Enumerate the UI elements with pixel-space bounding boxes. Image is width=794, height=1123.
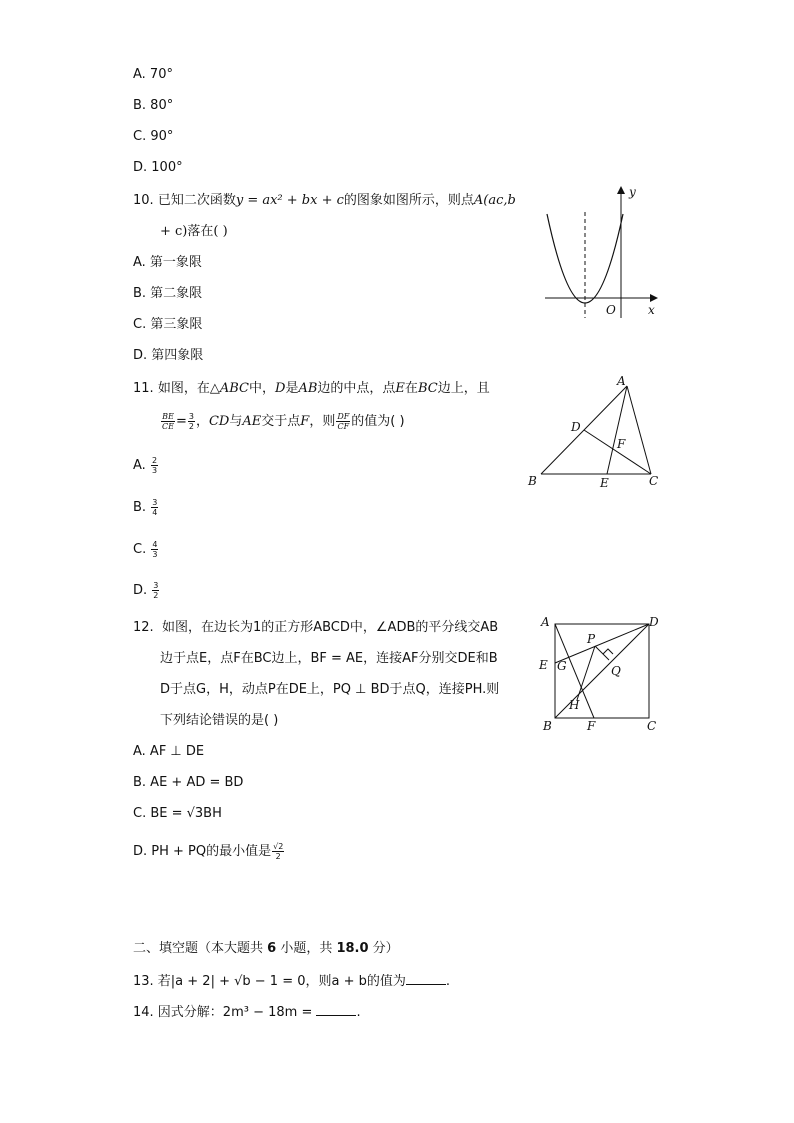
label-q: Q <box>611 664 621 678</box>
q12-option-d: D. PH + PQ的最小值是 $\frac{√2}{2}$ <box>133 842 284 861</box>
q13-answer-blank[interactable] <box>406 972 446 985</box>
q11-option-d: D. $\frac{3}{2}$ <box>133 581 159 600</box>
q12-option-c: C. BE = √3BH <box>133 806 222 821</box>
label-g: G <box>557 659 567 673</box>
q12-number: 12. <box>133 620 154 635</box>
q10-option-b: B. 第二象限 <box>133 286 203 301</box>
label-e: E <box>600 476 609 490</box>
q12-text: 如图，在边长为1的正方形ABCD中，∠ADB的平分线交AB <box>161 620 499 635</box>
q10-expression: y = ax² + bx + c <box>235 193 344 208</box>
q11-text: 如图，在 <box>157 381 210 396</box>
q11-option-c: C. $\frac{4}{3}$ <box>133 540 158 559</box>
right-angle-mark <box>603 649 613 654</box>
label-c: C <box>649 474 659 488</box>
q12-stem-line3: D于点G，H，动点P在DE上，PQ ⊥ BD于点Q，连接PH.则 <box>160 682 500 697</box>
q12-stem-line4: 下列结论错误的是( ) <box>160 713 279 728</box>
q14-stem: 14. 因式分解：2m³ − 18m = . <box>133 1005 361 1020</box>
q11-stem-line1 <box>133 380 490 398</box>
x-axis-arrow <box>650 294 658 302</box>
q11-fraction-3-2: $\frac{3}{2}$ <box>188 412 194 431</box>
label-c: C <box>647 719 657 733</box>
label-origin: O <box>606 303 616 317</box>
label-b: B <box>528 474 537 488</box>
label-f: F <box>617 437 626 451</box>
q12-option-a: A. AF ⊥ DE <box>133 744 205 759</box>
segment-pq <box>595 646 609 660</box>
q11-text: 边的中点，点 <box>317 381 396 396</box>
label-p: P <box>587 632 596 646</box>
q11-var: AB <box>298 381 318 396</box>
q11-text: 是 <box>285 381 299 396</box>
q11-var: AE <box>242 414 262 429</box>
q10-stem-line2: + c)落在( ) <box>160 224 228 239</box>
label-h: H <box>569 698 580 712</box>
label-x: x <box>648 303 655 317</box>
label-d: D <box>571 420 581 434</box>
label-y: y <box>629 185 636 199</box>
q10-option-c: C. 第三象限 <box>133 317 203 332</box>
label-a: A <box>617 374 626 388</box>
q10-text: 的图象如图所示，则点 <box>343 193 474 208</box>
q13-stem: 13. 若|a + 2| + √b − 1 = 0，则a + b的值为 . <box>133 974 451 989</box>
q11-option-a: A. $\frac{2}{3}$ <box>133 456 158 475</box>
q11-stem-line2 <box>160 412 405 431</box>
q9-option-a: A. 70° <box>133 67 173 82</box>
q14-answer-blank[interactable] <box>316 1003 356 1016</box>
q10-option-d: D. 第四象限 <box>133 348 204 363</box>
q11-var: F <box>300 414 310 429</box>
q9-option-c: C. 90° <box>133 129 174 144</box>
label-b: B <box>543 719 552 733</box>
q12-square-figure <box>535 610 665 735</box>
q11-var: E <box>395 381 405 396</box>
q11-text: ，则 <box>309 414 336 429</box>
label-a: A <box>541 615 550 629</box>
label-e: E <box>539 658 548 672</box>
section-2-heading: 二、填空题（本大题共 6 小题，共 18.0 分） <box>133 941 399 956</box>
q11-text: 与 <box>229 414 243 429</box>
q11-triangle-figure <box>525 372 665 492</box>
q11-fraction-df-cf: $\frac{DF}{CF}$ <box>337 412 350 431</box>
q11-triangle: △ABC <box>209 381 249 396</box>
q11-text: 的值为( ) <box>351 414 405 429</box>
label-d: D <box>649 615 659 629</box>
q11-number: 11. <box>133 381 154 396</box>
q11-text: = <box>175 414 187 429</box>
q11-fraction-be-ce: $\frac{BE}{CE}$ <box>162 412 174 431</box>
q10-number: 10. <box>133 193 154 208</box>
q12-stem-line1 <box>133 619 498 637</box>
q11-text: 边上，且 <box>437 381 490 396</box>
q11-text: 交于点 <box>261 414 301 429</box>
label-f: F <box>587 719 596 733</box>
q11-text: 在 <box>404 381 418 396</box>
q9-option-d: D. 100° <box>133 160 183 175</box>
q11-var: CD <box>208 414 230 429</box>
q11-option-b: B. $\frac{3}{4}$ <box>133 498 158 517</box>
q10-text: 已知二次函数 <box>157 193 236 208</box>
q9-option-b: B. 80° <box>133 98 174 113</box>
q12-option-b: B. AE + AD = BD <box>133 775 244 790</box>
segment-ae <box>607 386 627 474</box>
segment-ph <box>577 646 595 700</box>
q11-var: D <box>275 381 286 396</box>
q10-parabola-figure <box>540 182 665 322</box>
q11-text: ， <box>195 414 209 429</box>
q10-stem-line1 <box>133 192 516 210</box>
q10-point: A(ac,b <box>473 193 516 208</box>
q12-stem-line2: 边于点E，点F在BC边上，BF = AE，连接AF分别交DE和B <box>160 651 498 666</box>
y-axis-arrow <box>617 186 625 194</box>
q11-var: BC <box>417 381 438 396</box>
q10-option-a: A. 第一象限 <box>133 255 202 270</box>
q11-text: 中， <box>248 381 275 396</box>
